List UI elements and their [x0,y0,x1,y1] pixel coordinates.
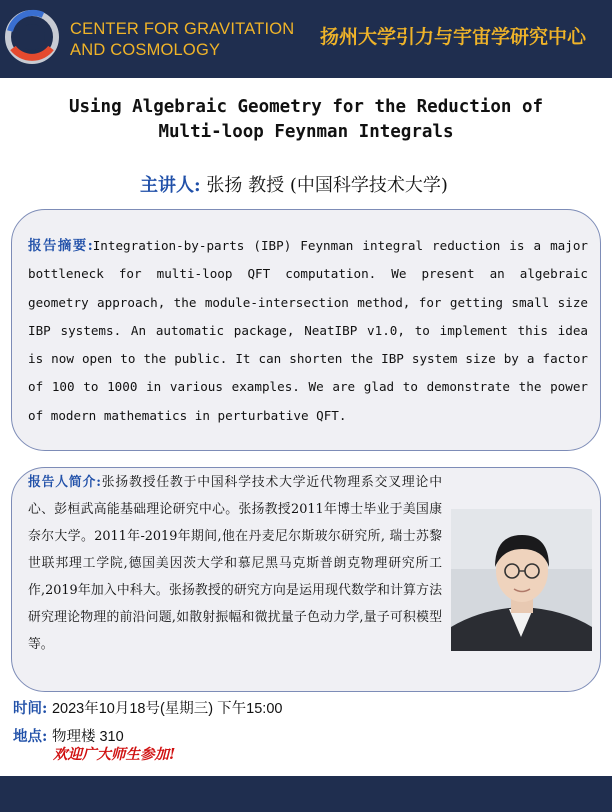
center-name-en [70,19,294,61]
bio-section [28,469,442,658]
time-label: 时间: [13,700,48,717]
welcome-note: 欢迎广大师生参加! [53,746,176,763]
talk-title-line1: Using Algebraic Geometry for the Reduction of [68,97,544,117]
header-banner [0,0,612,78]
abstract-label: 报告摘要: [28,238,93,254]
bio-text: 张扬教授任教于中国科学技术大学近代物理系交叉理论中心、彭桓武高能基础理论研究中心。张扬教授2011年博士毕业于美国康奈尔大学。2011年-2019年期间,他在丹麦尼尔斯玻尔研究所, 瑞士苏黎世联邦理工学院,德国美因茨大学和慕尼黑马克斯普朗克物理研究所工作,2019年加入中科大。张扬教授的研究方向是运用现代数学和计算方法研究理论物理的前沿问题,如散射振幅和微扰量子色动力学,量子可积模型等。 [28,475,442,652]
speaker-portrait-icon [451,509,592,651]
place-label: 地点: [13,728,48,745]
time-value: 2023年10月18号(星期三) 下午15:00 [51,701,283,717]
center-name-en-line1: CENTER FOR GRAVITATION [70,20,295,38]
center-name-cn: 扬州大学引力与宇宙学研究中心 [320,26,587,48]
event-place [13,727,124,747]
speaker-photo [451,509,592,651]
abstract-section [28,232,588,430]
abstract-text: Integration-by-parts (IBP) Feynman integral reduction is a major bottleneck for multi-loop QFT computation. We present an algebraic geometry approach, the module-intersection method, for getting small size IBP systems. An automatic package, NeatIBP v1.0, to implement this idea is now open to the public. It can shorten the IBP system size by a factor of 100 to 1000 in various examples. We are glad to demonstrate the power of modern mathematics in perturbative QFT. [28,238,588,423]
place-value: 物理楼 310 [51,729,124,745]
talk-title-line2: Multi-loop Feynman Integrals [158,122,454,142]
talk-title [0,95,612,145]
speaker-label: 主讲人: [140,175,201,196]
bio-label: 报告人简介: [28,475,101,490]
center-name-en-line2: AND COSMOLOGY [70,41,221,59]
footer-bar [0,776,612,812]
event-time [13,699,282,719]
speaker-value: 张扬 教授 (中国科学技术大学) [206,175,448,196]
ring-logo-icon [3,8,61,66]
speaker-line [140,174,448,198]
